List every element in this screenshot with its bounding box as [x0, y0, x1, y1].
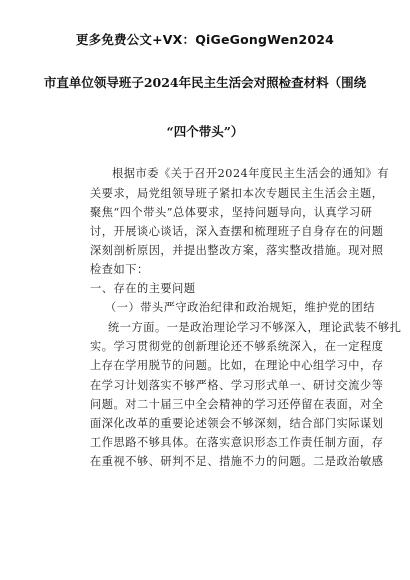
- body-line: 关要求，局党组领导班子紧扣本次专题民主生活会主题，: [90, 187, 384, 200]
- document-title-line-1: 市直单位领导班子2024年民主生活会对照检查材料（围绕: [43, 75, 367, 90]
- body-line: 面深化改革的重要论述领会不够深刻，结合部门实际谋划: [90, 417, 384, 430]
- section-heading: 一、存在的主要问题: [90, 282, 196, 295]
- body-line: 问题。对二十届三中全会精神的学习还停留在表面，对全: [90, 398, 384, 411]
- document-title-line-2: “四个带头”）: [166, 124, 244, 139]
- body-line: 检查如下：: [90, 263, 149, 276]
- body-line: 上存在学用脱节的问题。比如，在理论中心组学习中，存: [90, 359, 384, 372]
- body-line: 工作思路不够具体。在落实意识形态工作责任制方面，存: [90, 436, 384, 449]
- watermark-header: 更多免费公文+VX：QiGeGongWen2024: [75, 32, 335, 47]
- body-line: 聚焦“四个带头”总体要求，坚持问题导向，认真学习研: [90, 206, 373, 219]
- body-line: 在重视不够、研判不足、措施不力的问题。二是政治敏感: [90, 455, 384, 468]
- body-line: 讨，开展谈心谈话，深入查摆和梳理班子自身存在的问题: [90, 225, 384, 238]
- body-line: 在学习计划落实不够严格、学习形式单一、研讨交流少等: [90, 379, 384, 392]
- body-line: 实。学习贯彻党的创新理论还不够系统深入，在一定程度: [90, 340, 384, 353]
- body-line: 深刻剖析原因，并提出整改方案，落实整改措施。现对照: [90, 244, 384, 257]
- body-line: 根据市委《关于召开2024年度民主生活会的通知》有: [112, 167, 390, 180]
- body-line: 统一方面。一是政治理论学习不够深入，理论武装不够扎: [108, 321, 402, 334]
- subsection-heading-line: （一）带头严守政治纪律和政治规矩，维护党的团结: [105, 301, 375, 314]
